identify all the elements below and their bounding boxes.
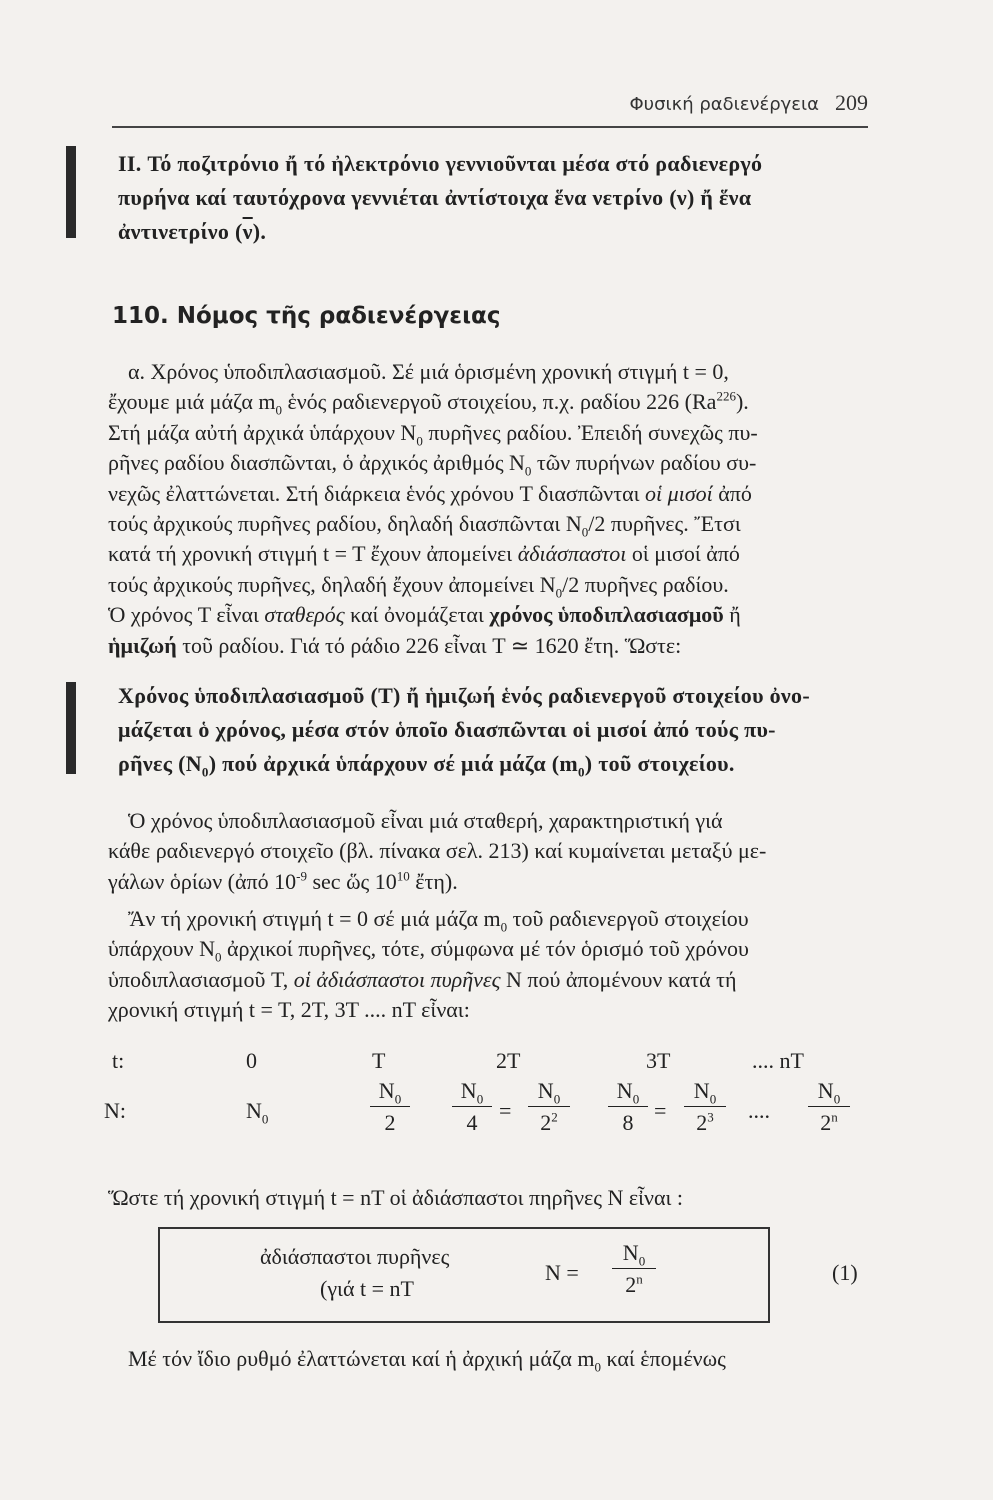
italic-span: ἀδιάσπαστοι	[517, 541, 627, 567]
text-span: καί ἑπομένως	[600, 1346, 726, 1371]
subscript: 0	[581, 524, 589, 540]
text-span: τοῦ ραδιενεργοῦ στοιχείου	[507, 906, 749, 931]
antineutrino-symbol: $\overline{\nu}$	[242, 219, 253, 244]
superscript: 226	[716, 389, 736, 405]
italic-span: οἱ ἀδιάσπαστοι πυρῆνες	[293, 966, 501, 992]
text-span: ὑπάρχουν N	[108, 936, 216, 962]
text-span: ἀρχικοί πυρῆνες, τότε, σύμφωνα μέ τόν ὁρισμό τοῦ χρόνου	[221, 936, 749, 962]
t-label: t:	[112, 1048, 125, 1073]
fraction-n0-over-2-squared	[528, 1078, 570, 1136]
text-line: χρονική στιγμή t = T, 2T, 3T .... nT εἶναι:	[108, 997, 470, 1023]
text-span: ἤ	[723, 602, 741, 628]
bold-term: ἡμιζωή	[108, 632, 177, 658]
text-span: ἑνός ραδιενεργοῦ στοιχείου, π.χ. ραδίου 226 (Ra	[281, 389, 717, 415]
denominator: 2	[696, 1110, 708, 1135]
header-rule	[112, 126, 868, 128]
text-span: N	[622, 1240, 639, 1265]
subscript: 0	[632, 1091, 640, 1107]
formula-lhs: N =	[545, 1260, 579, 1285]
subscript: 0	[577, 764, 585, 780]
running-head	[630, 90, 869, 116]
subscript: 0	[275, 402, 282, 418]
text-span: κατά τή χρονική στιγμή t = T ἔχουν ἀπομείνει	[108, 541, 518, 567]
text-span: N	[378, 1078, 395, 1103]
n-initial	[246, 1098, 269, 1127]
t-value: 2T	[496, 1048, 521, 1073]
subscript: 0	[215, 949, 222, 965]
subscript: 0	[201, 764, 209, 780]
subscript: 0	[709, 1091, 717, 1107]
text-span: N	[246, 1098, 262, 1123]
definition-half-life	[118, 679, 870, 781]
text-span: πυρῆνες ραδίου. Ἐπειδή συνεχῶς πυ-	[422, 419, 758, 445]
fraction-n0-over-8	[608, 1078, 648, 1136]
text-line: κάθε ραδιενεργό στοιχεῖο (βλ. πίνακα σελ. 213) καί κυμαίνεται μεταξύ με-	[108, 838, 767, 864]
superscript: 3	[707, 1109, 714, 1125]
superscript: -9	[296, 868, 307, 884]
subscript: 0	[416, 433, 423, 449]
bold-term: χρόνος ὑποδιπλασιασμοῦ	[489, 602, 724, 628]
definition-line: Χρόνος ὑποδιπλασιασμοῦ (T) ἤ ἡμιζωή ἑνός ραδιενεργοῦ στοιχείου ὀνο-	[118, 683, 810, 708]
equals-sign: =	[654, 1098, 667, 1123]
text-line: Ὁ χρόνος ὑποδιπλασιασμοῦ εἶναι μιά σταθερή, χαρακτηριστική γιά	[128, 808, 723, 833]
formula-fraction	[612, 1240, 656, 1298]
subscript: 0	[833, 1091, 841, 1107]
statement-line: πυρήνα καί ταυτόχρονα γεννιέται ἀντίστοιχα ἕνα νετρίνο (ν) ἤ ἕνα	[118, 185, 752, 210]
subscript: 0	[500, 919, 508, 935]
text-span: N	[693, 1078, 710, 1103]
denominator: 4	[466, 1110, 478, 1135]
section-title: 110. Νόμος τῆς ραδιενέργειας	[112, 303, 501, 329]
text-span: ἔτη).	[409, 868, 458, 894]
text-span: καί ὀνομάζεται	[344, 602, 490, 628]
subscript: 0	[553, 1091, 561, 1107]
statement-line: ).	[252, 219, 267, 244]
fraction-n0-over-2-n	[808, 1078, 850, 1136]
text-span: τούς ἀρχικούς πυρῆνες ραδίου, δηλαδή διασπῶνται N	[108, 511, 582, 537]
subscript: 0	[476, 1091, 484, 1107]
text-span: /2 πυρῆνες ραδίου.	[562, 571, 729, 597]
italic-span: οἱ μισοί	[645, 480, 713, 506]
t-value: .... nT	[752, 1048, 804, 1073]
text-span: ὑποδιπλασιασμοῦ T,	[108, 966, 294, 992]
superscript: 2	[551, 1109, 558, 1125]
fraction-n0-over-2	[370, 1078, 410, 1136]
n-label: N:	[104, 1098, 126, 1123]
subscript: 0	[555, 585, 563, 601]
text-span: ) τοῦ στοιχείου.	[584, 751, 735, 776]
paragraph-half-life-range	[108, 806, 868, 897]
text-span: ρῆνες (N	[118, 751, 202, 776]
superscript: n	[636, 1271, 643, 1287]
rule-statement-ii	[118, 147, 870, 249]
formula-box	[158, 1227, 770, 1323]
text-span: ).	[735, 389, 749, 415]
equals-sign: =	[499, 1098, 512, 1123]
text-span: ρῆνες ραδίου διασπῶνται, ὁ ἀρχικός ἀριθμός N	[108, 450, 525, 476]
text-span: τούς ἀρχικούς πυρῆνες, δηλαδή ἔχουν ἀπομείνει N	[108, 571, 556, 597]
subscript: 0	[261, 1111, 269, 1127]
subscript: 0	[594, 1359, 601, 1375]
denominator: 2	[384, 1110, 396, 1135]
equation-number: (1)	[832, 1260, 858, 1285]
text-span: νεχῶς ἐλαττώνεται. Στή διάρκεια ἑνός χρόνου T διασπῶνται	[108, 480, 646, 506]
text-span: Ὁ χρόνος T εἶναι	[108, 602, 265, 628]
text-span: /2 πυρῆνες. Ἔτσι	[588, 511, 741, 537]
text-span: N	[616, 1078, 633, 1103]
subscript: 0	[638, 1253, 646, 1269]
text-span: γάλων ὁρίων (ἀπό 10	[108, 868, 297, 894]
subscript: 0	[394, 1091, 402, 1107]
t-value: T	[372, 1048, 386, 1073]
paragraph-conclusion	[108, 1183, 868, 1213]
text-span: τοῦ ραδίου. Γιά τό ράδιο 226 εἶναι T ≃ 1620 ἔτη. Ὥστε:	[176, 632, 682, 658]
formula-label: ἀδιάσπαστοι πυρῆνες	[260, 1244, 450, 1269]
superscript: n	[831, 1109, 838, 1125]
denominator: 2	[820, 1110, 832, 1135]
fraction-n0-over-2-cubed	[684, 1078, 726, 1136]
superscript: 10	[396, 868, 410, 884]
running-head-title: Φυσική ραδιενέργεια	[629, 94, 819, 115]
page-number: 209	[835, 90, 868, 115]
text-span: sec ὥς 10	[306, 868, 397, 894]
italic-span: σταθερός	[264, 602, 345, 628]
fraction-n0-over-4	[452, 1078, 492, 1136]
denominator: 2	[540, 1110, 552, 1135]
t-value: 3T	[646, 1048, 671, 1073]
definition-line: μάζεται ὁ χρόνος, μέσα στόν ὁποῖο διασπῶνται οἱ μισοί ἀπό τούς πυ-	[118, 717, 776, 742]
statement-line: ἀντινετρίνο (	[118, 219, 243, 244]
ellipsis: ....	[748, 1098, 770, 1123]
text-span: ἔχουμε μιά μάζα m	[108, 389, 276, 415]
subscript: 0	[524, 463, 532, 479]
text-span: Μέ τόν ἴδιο ρυθμό ἐλαττώνεται καί ἡ ἀρχική μάζα m	[128, 1346, 595, 1371]
paragraph-undecayed	[108, 904, 868, 1026]
highlight-bar	[66, 146, 76, 238]
statement-line: Τό ποζιτρόνιο ἤ τό ἠλεκτρόνιο γεννιοῦνται μέσα στό ραδιενεργό	[147, 151, 763, 176]
text-span: τῶν πυρήνων ραδίου συ-	[531, 450, 757, 476]
text-span: Ἄν τή χρονική στιγμή t = 0 σέ μιά μάζα m	[128, 906, 501, 931]
text-line: α. Χρόνος ὑποδιπλασιασμοῦ. Σέ μιά ὁρισμένη χρονική στιγμή t = 0,	[128, 359, 729, 384]
denominator: 8	[622, 1110, 634, 1135]
text-span: οἱ μισοί ἀπό	[626, 541, 740, 567]
paragraph-mass-decrease	[108, 1344, 868, 1374]
text-line: Ὥστε τή χρονική στιγμή t = nT οἱ ἀδιάσπαστοι πηρῆνες N εἶναι :	[108, 1185, 684, 1210]
text-span: N πού ἀπομένουν κατά τή	[500, 966, 737, 992]
text-span: ) πού ἀρχικά ὑπάρχουν σέ μιά μάζα (m	[208, 751, 578, 776]
text-span: N	[460, 1078, 477, 1103]
formula-condition: (γιά t = nT	[320, 1276, 414, 1301]
denominator: 2	[625, 1272, 637, 1297]
item-number: II.	[118, 151, 142, 176]
t-value: 0	[246, 1048, 257, 1073]
highlight-bar	[66, 682, 76, 774]
paragraph-half-life	[108, 357, 868, 661]
text-span: N	[537, 1078, 554, 1103]
text-span: ἀπό	[712, 480, 752, 506]
text-span: N	[817, 1078, 834, 1103]
text-span: Στή μάζα αὐτή ἀρχικά ὑπάρχουν N	[108, 419, 417, 445]
